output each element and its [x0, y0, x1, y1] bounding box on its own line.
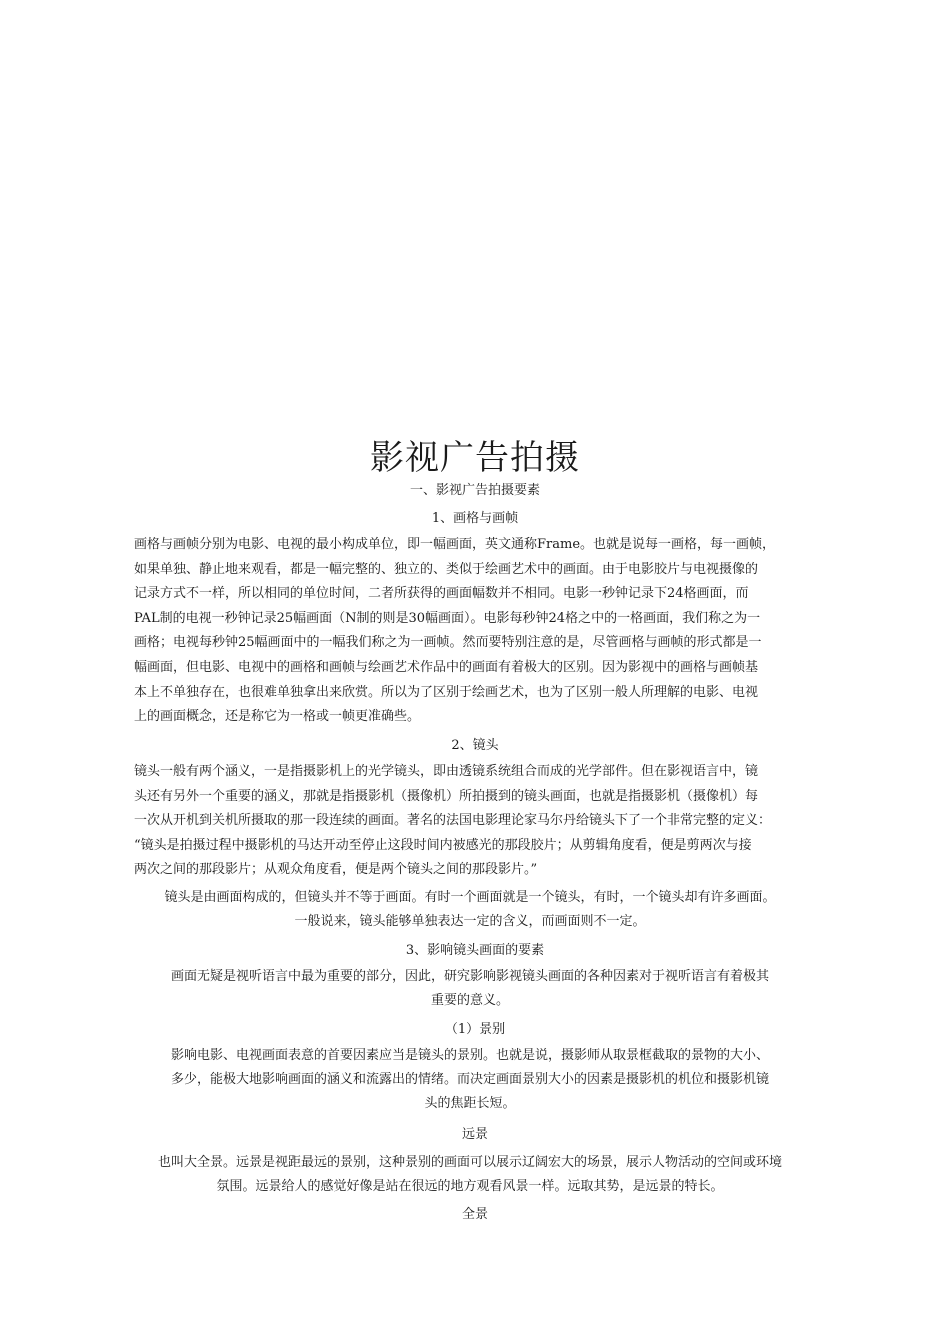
- paragraph-shot: [134, 760, 806, 883]
- paragraph-line: 重要的意义。: [430, 993, 509, 1008]
- paragraph-line: 影响电影、电视画面表意的首要因素应当是镜头的景别。也就是说，摄影师从取景框截取的景物的大小、: [170, 1048, 769, 1063]
- paragraph-line: 头还有另外一个重要的涵义，那就是指摄影机（摄像机）所拍摄到的镜头画面，也就是指摄影机（摄像机）每: [134, 788, 759, 804]
- paragraph-line: 画格与画帧分别为电影、电视的最小构成单位，即一幅画面，英文通称Frame。也就是说每一画格，每一画帧，: [134, 537, 776, 552]
- paragraph-shot-size: [134, 1044, 806, 1116]
- subheading-shot: 2、镜头: [451, 738, 499, 753]
- paragraph-shot-vs-frame: [134, 886, 806, 934]
- paragraph-line: 两次之间的那段影片；从观众角度看，便是两个镜头之间的那段影片。”: [134, 862, 538, 878]
- document-title: 影视广告拍摄: [370, 438, 580, 478]
- paragraph-line: 记录方式不一样，所以相同的单位时间，二者所获得的画面幅数并不相同。电影一秒钟记录下24格画面，而: [134, 586, 749, 602]
- paragraph-line: PAL制的电视一秒钟记录25幅画面（N制的则是30幅画面）。电影每秒钟24格之中的一格画面，我们称之为一: [134, 610, 761, 626]
- paragraph-frame: [134, 533, 806, 730]
- paragraph-line: 头的焦距长短。: [424, 1096, 516, 1111]
- paragraph-line: 镜头是由画面构成的，但镜头并不等于画面。有时一个画面就是一个镜头，有时，一个镜头却有许多画面。: [164, 890, 776, 905]
- subheading-full-shot: 全景: [461, 1207, 488, 1222]
- paragraph-line: 氛围。远景给人的感觉好像是站在很远的地方观看风景一样。远取其势，是远景的特长。: [216, 1179, 724, 1194]
- paragraph-line: 画格；电视每秒钟25幅画面中的一幅我们称之为一画帧。然而要特别注意的是，尽管画格与画帧的形式都是一: [134, 635, 762, 651]
- paragraph-line: 镜头一般有两个涵义，一是指摄影机上的光学镜头，即由透镜系统组合而成的光学部件。但在影视语言中，镜: [134, 764, 759, 779]
- subheading-long-shot: 远景: [461, 1127, 488, 1142]
- subheading-shot-size: （1）景别: [444, 1022, 506, 1037]
- section-heading-1: 一、影视广告拍摄要素: [409, 483, 540, 498]
- paragraph-line: 如果单独、静止地来观看，都是一幅完整的、独立的、类似于绘画艺术中的画面。由于电影胶片与电视摄像的: [134, 561, 759, 577]
- paragraph-line: 幅画面，但电影、电视中的画格和画帧与绘画艺术作品中的画面有着极大的区别。因为影视中的画格与画帧基: [134, 659, 759, 675]
- paragraph-line: 上的画面概念，还是称它为一格或一帧更准确些。: [134, 709, 421, 725]
- paragraph-line: 本上不单独存在，也很难单独拿出来欣赏。所以为了区别于绘画艺术，也为了区别一般人所理解的电影、电视: [134, 684, 759, 700]
- subheading-frame: 1、画格与画帧: [431, 511, 519, 526]
- paragraph-line: “镜头是拍摄过程中摄影机的马达开动至停止这段时间内被感光的那段胶片；从剪辑角度看，便是剪两次与接: [134, 837, 752, 853]
- paragraph-picture-factors: [134, 965, 806, 1013]
- paragraph-line: 也叫大全景。远景是视距最远的景别，这种景别的画面可以展示辽阔宏大的场景，展示人物活动的空间或环境: [157, 1155, 782, 1170]
- paragraph-line: 多少，能极大地影响画面的涵义和流露出的情绪。而决定画面景别大小的因素是摄影机的机位和摄影机镜: [170, 1072, 769, 1087]
- paragraph-line: 一般说来，镜头能够单独表达一定的含义，而画面则不一定。: [294, 914, 646, 929]
- paragraph-long-shot: [134, 1151, 806, 1199]
- subheading-picture-factors: 3、影响镜头画面的要素: [405, 943, 545, 958]
- paragraph-line: 画面无疑是视听语言中最为重要的部分，因此，研究影响影视镜头画面的各种因素对于视听语言有着极其: [170, 969, 769, 984]
- paragraph-line: 一次从开机到关机所摄取的那一段连续的画面。著名的法国电影理论家马尔丹给镜头下了一个非常完整的定义：: [134, 813, 772, 829]
